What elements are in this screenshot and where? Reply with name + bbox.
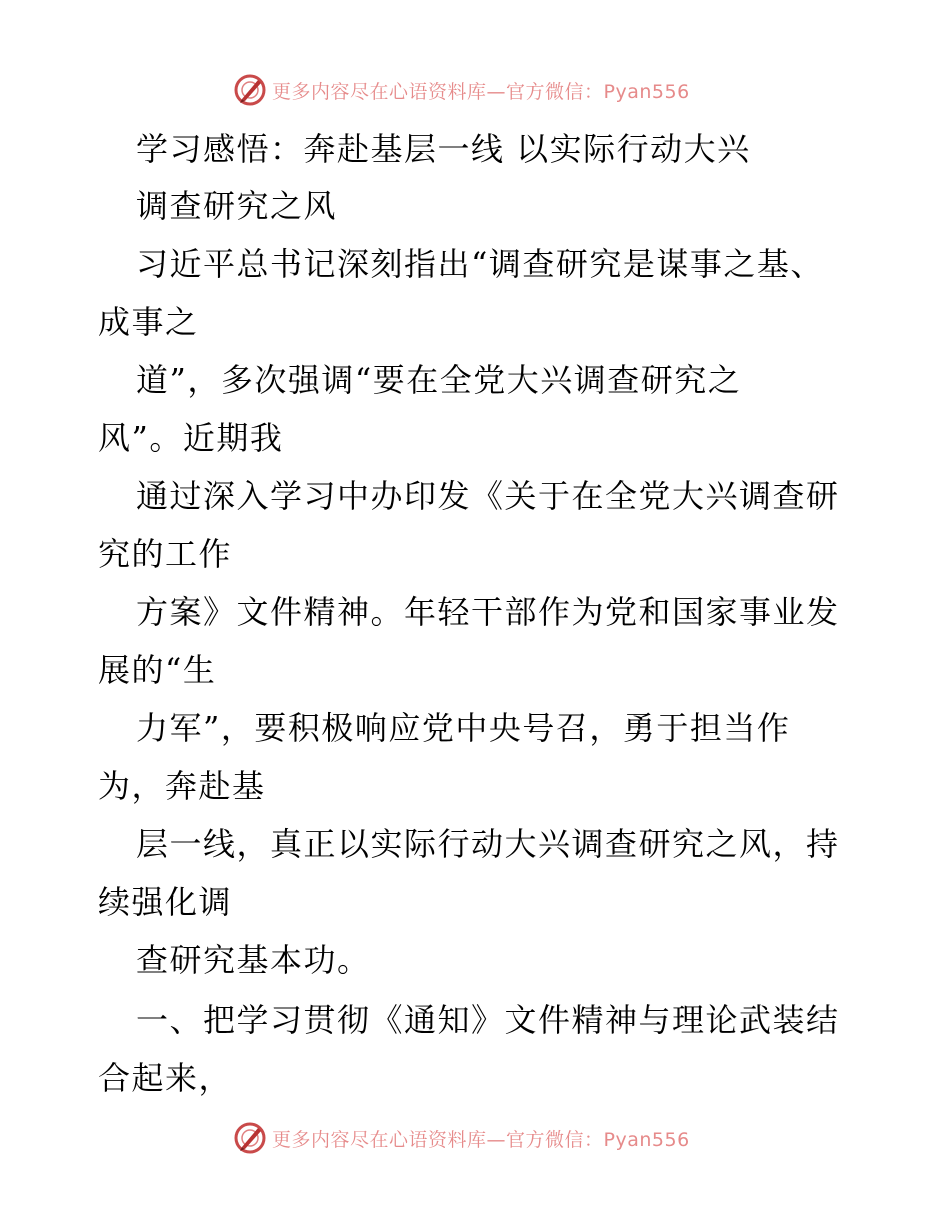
watermark-text: 更多内容尽在心语资料库—官方微信：Pyan556 <box>272 80 690 103</box>
body-line: 查研究基本功。 <box>136 941 371 979</box>
body-line: 习近平总书记深刻指出“调查研究是谋事之基、 <box>136 245 824 283</box>
pen-nib-logo-icon <box>232 72 268 108</box>
body-line: 续强化调 <box>98 883 233 921</box>
title-line-1: 学习感悟：奔赴基层一线 以实际行动大兴 <box>136 130 751 168</box>
body-line: 究的工作 <box>98 535 233 573</box>
body-line: 方案》文件精神。年轻干部作为党和国家事业发 <box>136 593 840 631</box>
body-line: 通过深入学习中办印发《关于在全党大兴调查研 <box>136 477 840 515</box>
title-line-2: 调查研究之风 <box>136 187 338 225</box>
body-line: 层一线，真正以实际行动大兴调查研究之风，持 <box>136 825 840 863</box>
body-line: 为，奔赴基 <box>98 767 266 805</box>
pen-nib-logo-icon <box>232 1120 268 1156</box>
header-watermark <box>0 70 950 110</box>
section-heading-line: 一、把学习贯彻《通知》文件精神与理论武装结 <box>136 1001 840 1039</box>
body-line: 力军”，要积极响应党中央号召，勇于担当作 <box>136 709 791 747</box>
body-line: 展的“生 <box>98 651 217 689</box>
watermark-text: 更多内容尽在心语资料库—官方微信：Pyan556 <box>272 1128 690 1151</box>
footer-watermark <box>0 1118 950 1158</box>
body-line: 成事之 <box>98 303 199 341</box>
body-line: 风”。近期我 <box>98 419 284 457</box>
body-line: 合起来， <box>98 1059 233 1097</box>
body-line: 道”，多次强调“要在全党大兴调查研究之 <box>136 361 742 399</box>
